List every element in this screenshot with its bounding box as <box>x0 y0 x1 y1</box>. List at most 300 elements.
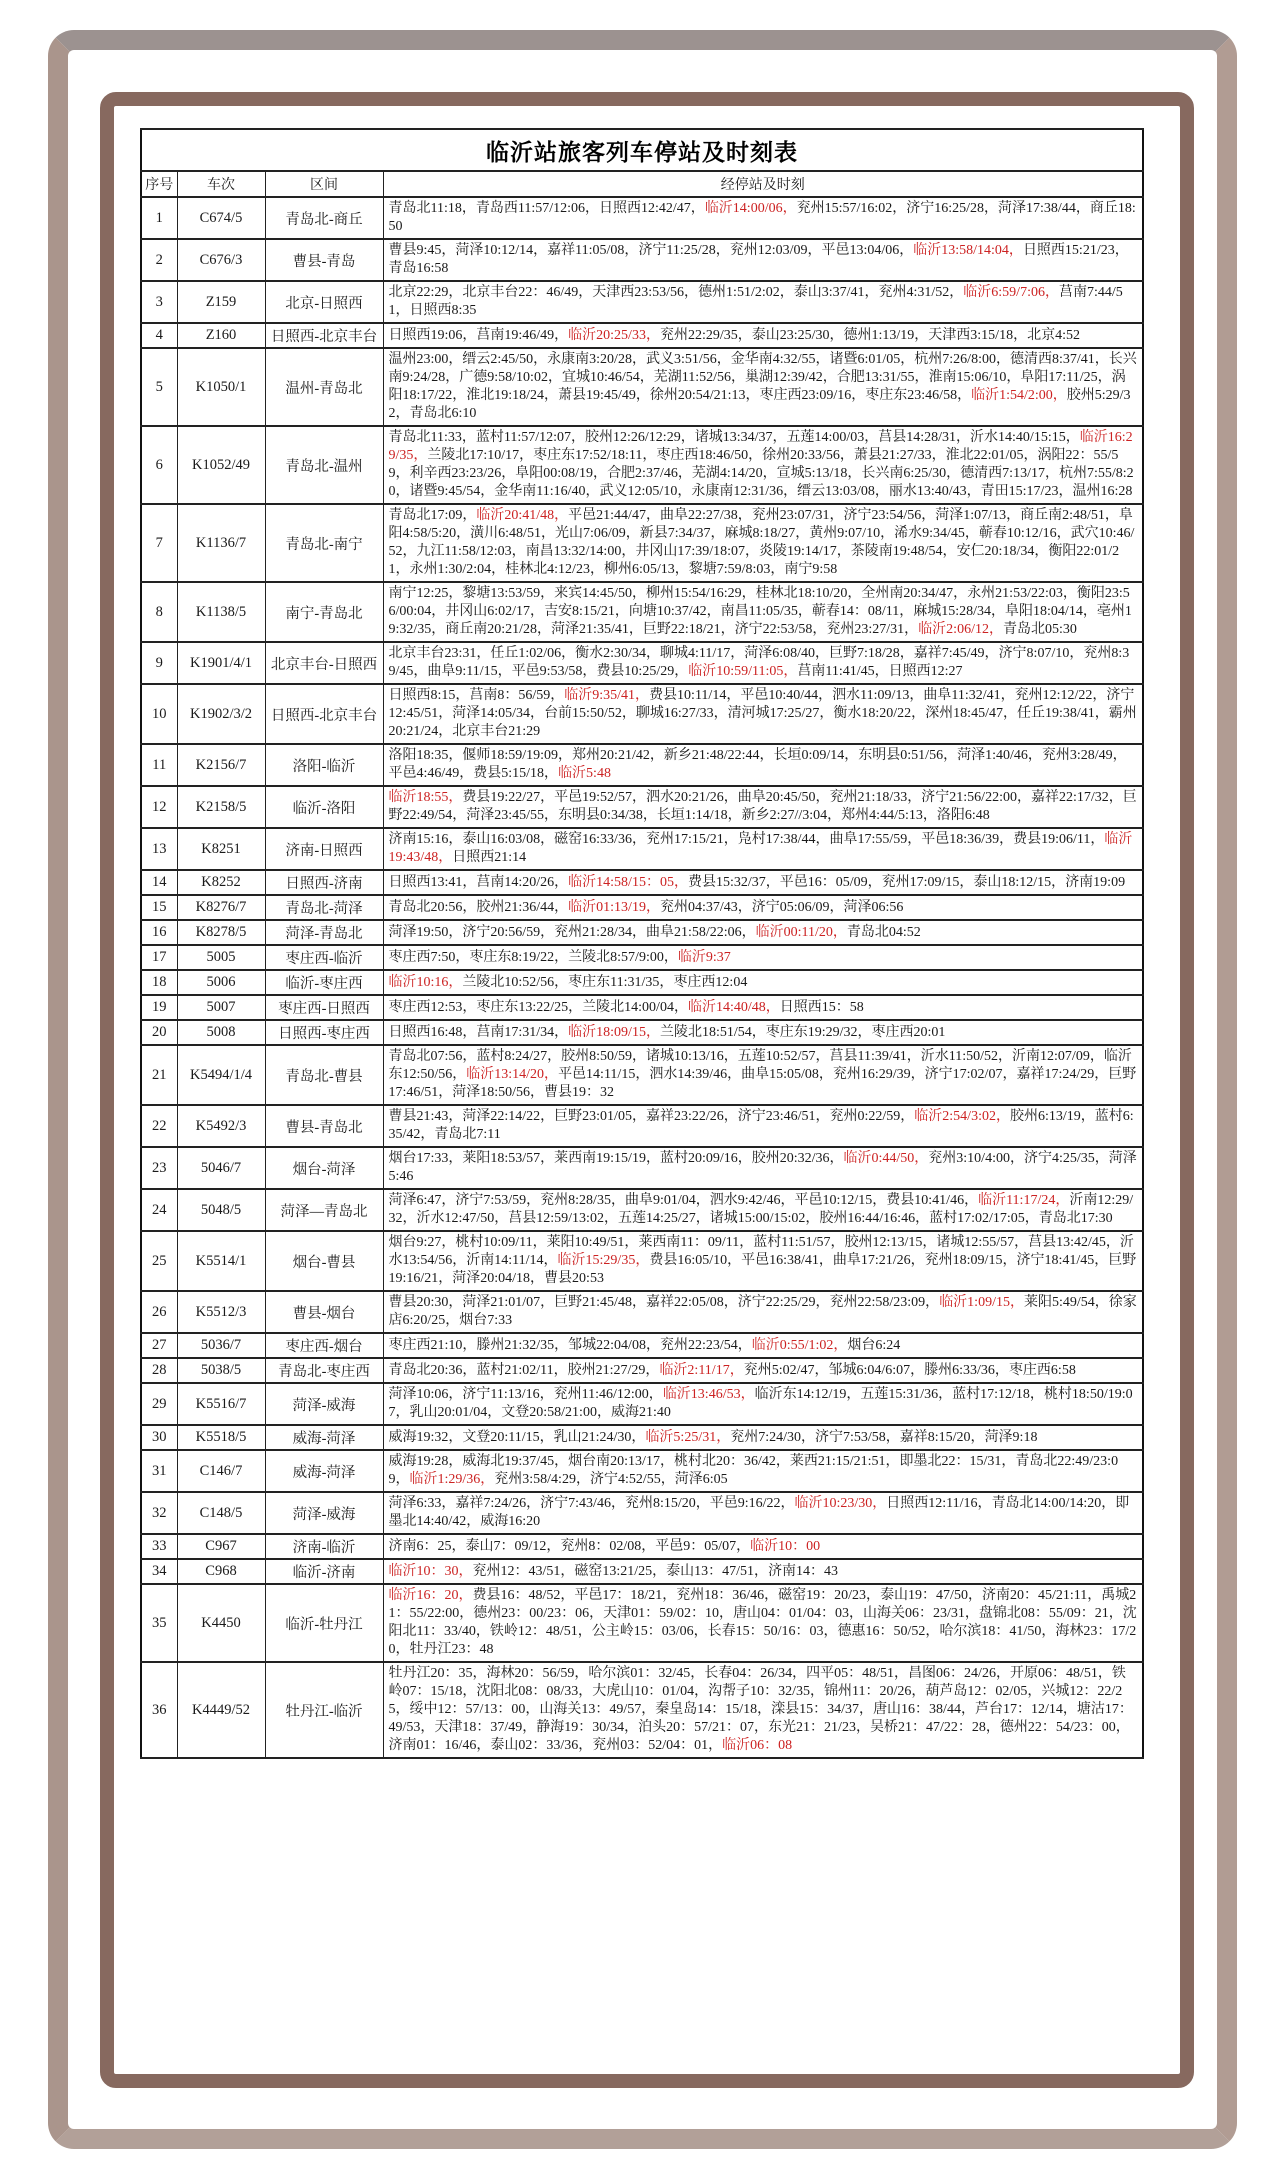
route-cell: 济南-日照西 <box>265 828 383 870</box>
route-cell: 青岛北-菏泽 <box>265 895 383 920</box>
stop: 东光21：21/23， <box>768 1720 870 1735</box>
row-number-cell: 20 <box>141 1020 177 1045</box>
row-number-cell: 10 <box>141 684 177 744</box>
route-cell: 青岛北-曹县 <box>265 1045 383 1105</box>
stop: 济宁22:25/29， <box>737 1295 830 1310</box>
linyi-stop: 临沂18:09/15， <box>568 1024 660 1040</box>
stop: 日照西15:21/23， <box>1022 243 1129 258</box>
stops-cell <box>383 1383 1143 1425</box>
route-cell: 曹县-青岛北 <box>265 1105 383 1147</box>
stop: 温州16:28 <box>1072 484 1133 499</box>
linyi-stop: 临沂0:55/1:02， <box>751 1337 848 1353</box>
stop: 菏泽23:45/55， <box>466 808 559 823</box>
stop: 济南6：25， <box>388 1538 466 1554</box>
stop: 大虎山10：01/04， <box>592 1684 709 1699</box>
stop: 秦皇岛14：15/18， <box>655 1702 772 1717</box>
stop: 菏泽1:07/13， <box>935 508 1021 523</box>
linyi-stop: 临沂5:25/31， <box>645 1429 731 1445</box>
stop: 菏泽21:01/07， <box>462 1295 555 1310</box>
stop: 兖州21:18/33， <box>829 790 922 805</box>
stop: 长垣1:14/18， <box>656 808 742 823</box>
stop: 东明县0:51/56， <box>858 748 958 763</box>
row-number-cell: 2 <box>141 239 177 281</box>
route-cell: 牡丹江-临沂 <box>265 1662 383 1758</box>
stop: 菏泽20:04/18， <box>452 1271 545 1286</box>
stop: 蓝村6:35/42， <box>388 1109 1134 1142</box>
stop: 德惠16：50/52， <box>837 1624 940 1639</box>
table-row <box>141 945 1143 970</box>
stop: 聊城16:27/33， <box>635 706 728 721</box>
stop: 枣庄西12:04 <box>673 974 748 990</box>
table-row <box>141 1147 1143 1189</box>
stop: 费县5:15/18， <box>473 766 559 781</box>
stop: 利辛西23:23/26， <box>409 466 516 481</box>
stop: 南昌13:32/14:00， <box>525 544 636 559</box>
table-row <box>141 1450 1143 1492</box>
linyi-stop: 临沂14:58/15：05， <box>568 874 688 890</box>
stop: 德清西8:37/41， <box>1009 352 1109 367</box>
stop: 桃村北20：36/42， <box>673 1454 790 1469</box>
stop: 菏泽6:33， <box>388 1496 456 1511</box>
stop: 衡水18:20/22， <box>833 706 926 721</box>
stop: 乳山20:01/04， <box>409 1405 502 1420</box>
row-number-cell: 22 <box>141 1105 177 1147</box>
route-cell: 青岛北-温州 <box>265 426 383 504</box>
stop: 青岛北6:10 <box>409 406 477 421</box>
stop: 烟台17:33， <box>388 1151 463 1166</box>
stop: 菏泽1:40/46， <box>957 748 1042 763</box>
stop: 磁窑16:33/36， <box>554 832 646 847</box>
stop: 芜湖4:14/20， <box>691 466 777 481</box>
stop: 济南15:16， <box>388 832 463 847</box>
stop: 济宁23:54/56， <box>843 508 936 523</box>
stop: 阜阳17:11/25， <box>1020 370 1112 385</box>
linyi-stop: 临沂1:29/36， <box>409 1472 495 1487</box>
stop: 平邑19:52/57， <box>554 790 646 805</box>
route-cell: 北京-日照西 <box>265 281 383 323</box>
stop: 沂水12:47/50， <box>416 1211 509 1226</box>
stop: 兖州22:23/54， <box>659 1337 752 1353</box>
stop: 茶陵南19:48/54， <box>850 544 957 559</box>
stop: 枣庄西23:09/16， <box>759 388 866 403</box>
stop: 永州21:53/22:03， <box>967 586 1077 601</box>
table-row <box>141 684 1143 744</box>
train-cell: K8251 <box>177 828 265 870</box>
route-cell: 北京丰台-日照西 <box>265 642 383 684</box>
stop: 诸城13:34/37， <box>694 430 787 445</box>
stop: 兖州23:27/31， <box>826 622 919 637</box>
stop: 兖州11:46/12:00， <box>553 1387 663 1402</box>
stop: 永康南3:20/28， <box>547 352 646 367</box>
row-number-cell: 11 <box>141 744 177 786</box>
train-cell: K1138/5 <box>177 582 265 642</box>
table-row <box>141 582 1143 642</box>
stop: 北京丰台22：46/49， <box>462 285 593 300</box>
table-row <box>141 504 1143 582</box>
stops-cell <box>383 970 1143 995</box>
stops-cell <box>383 1147 1143 1189</box>
stop: 光山7:06/09， <box>554 526 640 541</box>
stop: 德州1:51/2:02， <box>698 285 794 300</box>
train-cell: Z160 <box>177 323 265 348</box>
train-cell: 5038/5 <box>177 1358 265 1383</box>
stop: 泰山02：33/36， <box>490 1738 593 1753</box>
route-cell: 日照西-枣庄西 <box>265 1020 383 1045</box>
stop: 合肥13:31/55， <box>836 370 929 385</box>
stop: 菏泽9:18 <box>984 1429 1038 1445</box>
timetable-body <box>141 197 1143 1758</box>
stop: 枣庄东11:31/35， <box>568 974 674 990</box>
stops-cell <box>383 1105 1143 1147</box>
table-row <box>141 1425 1143 1450</box>
stop: 唐山04：01/04：03， <box>733 1606 863 1621</box>
stop: 沂南12:07/09， <box>1012 1049 1104 1064</box>
stop: 嘉祥17:24/29， <box>1016 1067 1109 1082</box>
stop: 长兴南6:25/30， <box>861 466 961 481</box>
stop: 蓝村8:24/27， <box>476 1049 562 1064</box>
stops-cell <box>383 1534 1143 1559</box>
stop: 莒县11:39/41， <box>829 1049 921 1064</box>
row-number-cell: 27 <box>141 1333 177 1358</box>
row-number-cell: 33 <box>141 1534 177 1559</box>
stop: 平邑13:04/06， <box>821 243 914 258</box>
stop: 广德9:58/10:02， <box>459 370 562 385</box>
stops-cell <box>383 1358 1143 1383</box>
stop: 兖州21:28/34， <box>554 924 646 940</box>
stop: 平邑21:44/47， <box>568 508 660 523</box>
stop: 济宁17:02/07， <box>924 1067 1017 1082</box>
stop: 沂水14:40/15:15， <box>970 430 1080 445</box>
stop: 莒南14:20/26， <box>476 874 569 890</box>
stop: 青岛西11:57/12:06， <box>475 201 600 216</box>
stop: 巨野17:46/51， <box>388 1067 1137 1100</box>
stop: 浠水9:34/45， <box>894 526 979 541</box>
train-cell: K1050/1 <box>177 348 265 426</box>
stop: 萧县19:45/49， <box>558 388 650 403</box>
route-cell: 临沂-枣庄西 <box>265 970 383 995</box>
stop: 枣庄西12:53， <box>388 999 477 1015</box>
stop: 盘锦北08：55/09：21， <box>978 1606 1123 1621</box>
stop: 烟台9:27， <box>388 1235 456 1250</box>
route-cell: 青岛北-南宁 <box>265 504 383 582</box>
linyi-stop: 临沂14:00/06， <box>704 201 797 216</box>
linyi-stop: 临沂10:16， <box>388 974 463 990</box>
stop: 济宁18:41/45， <box>1016 1253 1109 1268</box>
stop: 德州1:13/19， <box>843 327 929 343</box>
stop: 丽水13:40/43， <box>888 484 981 499</box>
stop: 曹县20:53 <box>544 1271 604 1286</box>
linyi-stop: 临沂15:29/35， <box>557 1253 650 1268</box>
row-number-cell: 17 <box>141 945 177 970</box>
stop: 牡丹江20：35， <box>388 1666 487 1681</box>
stop: 沂水13:54/56， <box>388 1235 1134 1268</box>
stop: 文登20:58/21:00， <box>501 1405 611 1420</box>
stops-cell <box>383 744 1143 786</box>
stop: 费县16:05/10， <box>649 1253 742 1268</box>
stop: 即墨北14:40/42， <box>388 1496 1130 1529</box>
stop: 平邑16：05/09， <box>779 874 882 890</box>
stop: 兖州22:29/35， <box>659 327 752 343</box>
stop: 曲阜21:58/22:06， <box>645 924 756 940</box>
stop: 聊城4:11/17， <box>659 646 745 661</box>
stop: 温州23:00， <box>388 352 463 367</box>
stop: 平邑9:53/58， <box>511 664 597 679</box>
stop: 莒县13:42/45， <box>1028 1235 1120 1250</box>
stop: 嘉祥11:05/08， <box>547 243 639 258</box>
stop: 威海19:32， <box>388 1429 463 1445</box>
stop: 桃村18:50/19:07， <box>388 1387 1133 1420</box>
stop: 徐州20:54/21:13， <box>649 388 760 403</box>
stop: 嘉祥23:22/26， <box>645 1109 738 1124</box>
train-cell: C676/3 <box>177 239 265 281</box>
linyi-stop: 临沂13:58/14:04， <box>913 243 1023 258</box>
stop: 菏泽6:05 <box>674 1472 728 1487</box>
row-number-cell: 15 <box>141 895 177 920</box>
stop: 泗水14:39/46， <box>649 1067 742 1082</box>
stop: 曲阜9:11/15， <box>427 664 512 679</box>
stop: 九江11:58/12:03， <box>416 544 526 559</box>
table-row <box>141 1045 1143 1105</box>
stop: 枣庄西21:10， <box>388 1337 477 1353</box>
stop: 滕州6:33/36， <box>924 1362 1009 1378</box>
table-row <box>141 786 1143 828</box>
stop: 费县19:06/11， <box>1013 832 1105 847</box>
row-number-cell: 4 <box>141 323 177 348</box>
stop: 济宁7:43/46， <box>540 1496 625 1511</box>
row-number-cell: 36 <box>141 1662 177 1758</box>
stop: 五莲15:31/36， <box>860 1387 953 1402</box>
table-row <box>141 995 1143 1020</box>
stop: 东明县0:34/38， <box>558 808 657 823</box>
route-cell: 温州-青岛北 <box>265 348 383 426</box>
stop: 济宁4:25/35， <box>1023 1151 1109 1166</box>
stop: 兖州3:58/4:29， <box>494 1472 590 1487</box>
stop: 平邑17：18/21， <box>574 1588 677 1603</box>
stop: 桂林北18:10/20， <box>755 586 862 601</box>
train-cell: K5494/1/4 <box>177 1045 265 1105</box>
row-number-cell: 19 <box>141 995 177 1020</box>
linyi-stop: 临沂14:40/48， <box>687 999 780 1015</box>
stop: 海林23：17/20， <box>388 1624 1137 1657</box>
stop: 莒南11:41/45， <box>797 664 889 679</box>
stop: 费县19:22/27， <box>462 790 555 805</box>
stop: 沂南12:29/32， <box>388 1193 1134 1226</box>
stop: 芜湖11:52/56， <box>653 370 745 385</box>
stop: 巢湖12:39/42， <box>745 370 837 385</box>
route-cell: 日照西-北京丰台 <box>265 684 383 744</box>
stop: 兖州03：52/04：01， <box>592 1738 723 1753</box>
title-row <box>141 129 1143 171</box>
stop: 兖州17:15/21， <box>645 832 738 847</box>
stop: 哈尔滨18：41/50， <box>939 1624 1056 1639</box>
stop: 黄州9:07/10， <box>809 526 895 541</box>
stop: 菏泽06:56 <box>843 899 904 915</box>
stop: 青岛北11:33， <box>388 430 476 445</box>
stop: 兰陵北14:00/04， <box>582 999 688 1015</box>
stop: 永康南12:31/36， <box>691 484 798 499</box>
stop: 武穴10:46/52， <box>388 526 1135 559</box>
stop: 牡丹江23：48 <box>409 1642 494 1657</box>
stop: 海林20：56/59， <box>486 1666 589 1681</box>
stop: 日照西16:48， <box>388 1024 477 1040</box>
route-cell: 烟台-菏泽 <box>265 1147 383 1189</box>
stops-cell <box>383 239 1143 281</box>
stop: 日照西12:11/16， <box>886 1496 992 1511</box>
stop: 枣庄西18:46/50， <box>656 448 763 463</box>
stop: 沈阳北08：08/33， <box>476 1684 593 1699</box>
stop: 平邑4:46/49， <box>388 766 474 781</box>
stops-cell <box>383 1291 1143 1333</box>
route-cell: 济南-临沂 <box>265 1534 383 1559</box>
stop: 菏泽21:35/41， <box>551 622 643 637</box>
stop: 兖州3:28/49， <box>1041 748 1127 763</box>
stop: 徐州20:33/56， <box>762 448 854 463</box>
stop: 清河城17:25/27， <box>727 706 834 721</box>
stop: 长春15：50/16：03， <box>707 1624 838 1639</box>
stop: 嘉祥22:17/32， <box>1030 790 1123 805</box>
stop: 来宾14:45/50， <box>554 586 646 601</box>
stop: 桂林北4:12/23， <box>505 562 604 577</box>
stop: 枣庄西6:58 <box>1008 1362 1076 1378</box>
timetable <box>140 128 1144 1759</box>
stop: 莒南8：56/59， <box>469 688 565 703</box>
stops-cell <box>383 1333 1143 1358</box>
stop: 临沂东14:12/19， <box>754 1387 861 1402</box>
stop: 衡水2:30/34， <box>575 646 660 661</box>
stop: 洛阳18:35， <box>388 748 463 763</box>
stop: 永州1:30/2:04， <box>409 562 506 577</box>
stop: 兰陵北8:57/9:00， <box>568 949 678 965</box>
table-row <box>141 970 1143 995</box>
stop: 禹城21：55/22:00， <box>388 1588 1137 1621</box>
stop: 平邑14:11/15， <box>558 1067 650 1082</box>
stops-cell <box>383 197 1143 239</box>
stops-cell <box>383 828 1143 870</box>
table-row <box>141 197 1143 239</box>
stop: 霸州20:21/24， <box>388 706 1137 739</box>
row-number-cell: 35 <box>141 1584 177 1662</box>
stop: 平邑10:40/44， <box>740 688 833 703</box>
stop: 阜阳00:08/19， <box>515 466 608 481</box>
stop: 长兴南9:24/28， <box>388 352 1137 385</box>
stop: 平邑9:16/22， <box>709 1496 795 1511</box>
train-cell: C148/5 <box>177 1492 265 1534</box>
stop: 枣庄东8:19/22， <box>469 949 569 965</box>
stop: 莱阳18:53/57， <box>462 1151 555 1166</box>
stop: 菏泽17:38/44， <box>998 201 1090 216</box>
route-cell: 临沂-洛阳 <box>265 786 383 828</box>
stops-cell <box>383 348 1143 426</box>
linyi-stop: 临沂06：08 <box>722 1738 793 1753</box>
train-cell: K2158/5 <box>177 786 265 828</box>
stop: 莒南17:31/34， <box>476 1024 569 1040</box>
stop: 青岛北7:11 <box>434 1127 501 1142</box>
stop: 青岛北22:49/23:09， <box>388 1454 1119 1487</box>
stop: 淮南15:06/10， <box>928 370 1021 385</box>
stop: 蓝村17:12/18， <box>952 1387 1044 1402</box>
stop: 蓝村11:57/12:07， <box>475 430 586 445</box>
row-number-cell: 18 <box>141 970 177 995</box>
stop: 兖州22:58/23:09， <box>829 1295 940 1310</box>
linyi-stop: 临沂00:11/20， <box>755 924 847 940</box>
row-number-cell: 21 <box>141 1045 177 1105</box>
stop: 烟台6:24 <box>847 1337 901 1353</box>
stop: 莒南7:44/51， <box>388 285 1123 318</box>
table-row <box>141 895 1143 920</box>
stop: 曲阜11:32/41， <box>923 688 1015 703</box>
stop: 巨野23:01/05， <box>554 1109 646 1124</box>
train-cell: 5036/7 <box>177 1333 265 1358</box>
stop: 枣庄东19:29/32， <box>765 1024 872 1040</box>
stop: 枣庄东17:52/18:11， <box>533 448 657 463</box>
stops-cell <box>383 945 1143 970</box>
stop: 嘉祥8:15/20， <box>899 1429 985 1445</box>
linyi-stop: 临沂10:23/30， <box>794 1496 887 1511</box>
stop: 巨野21:45/48， <box>554 1295 646 1310</box>
linyi-stop: 临沂9:37 <box>677 949 731 965</box>
stops-cell <box>383 1045 1143 1105</box>
stop: 济宁23:46/51， <box>737 1109 830 1124</box>
stop: 曹县9:45， <box>388 243 456 258</box>
stop: 莱西南11：09/11， <box>638 1235 754 1250</box>
train-cell: 5008 <box>177 1020 265 1045</box>
stop: 费县10:41/46， <box>886 1193 979 1208</box>
linyi-stop: 临沂16:29/35， <box>388 430 1133 463</box>
linyi-stop: 临沂9:35/41， <box>564 688 650 703</box>
linyi-stop: 临沂01:13/19， <box>568 899 660 915</box>
stop: 济宁20:56/59， <box>462 924 555 940</box>
stop: 青岛北07:56， <box>388 1049 477 1064</box>
stop: 曲阜22:27/38， <box>659 508 752 523</box>
stop: 威海北19:37/45， <box>462 1454 569 1469</box>
stop: 柳州15:54/16:29， <box>645 586 756 601</box>
stop: 平邑9：05/07， <box>655 1538 751 1554</box>
linyi-stop: 临沂0:44/50， <box>843 1151 929 1166</box>
linyi-stop: 临沂2:06/12， <box>918 622 1003 637</box>
route-cell: 临沂-济南 <box>265 1559 383 1584</box>
linyi-stop: 临沂2:54/3:02， <box>914 1109 1010 1124</box>
stop: 天津西3:15/18， <box>928 327 1028 343</box>
stops-cell <box>383 895 1143 920</box>
route-cell: 菏泽—青岛北 <box>265 1189 383 1231</box>
stop: 南宁12:25， <box>388 586 463 601</box>
train-cell: 5046/7 <box>177 1147 265 1189</box>
row-number-cell: 26 <box>141 1291 177 1333</box>
stop: 商丘南2:48/51， <box>1020 508 1119 523</box>
stops-cell <box>383 1425 1143 1450</box>
stop: 哈尔滨01：32/45， <box>588 1666 705 1681</box>
stop: 日照西12:42/47， <box>599 201 705 216</box>
stop: 兖州04:37/43， <box>659 899 752 915</box>
stop: 烟台南20:13/17， <box>568 1454 674 1469</box>
page-title: 临沂站旅客列车停站及时刻表 <box>141 129 1143 171</box>
stop: 邹城22:04/08， <box>568 1337 660 1353</box>
stops-cell <box>383 1662 1143 1758</box>
stop: 菏泽6:08/40， <box>744 646 829 661</box>
row-number-cell: 5 <box>141 348 177 426</box>
stop: 萧县21:27/33， <box>853 448 946 463</box>
stop: 兴城12：22/25， <box>388 1684 1123 1717</box>
stop: 磁窑19：20/23， <box>778 1588 881 1603</box>
route-cell: 曹县-烟台 <box>265 1291 383 1333</box>
stop: 淮北19:18/24， <box>466 388 559 403</box>
stop: 沈阳北11：33/40， <box>388 1606 1137 1639</box>
stops-cell <box>383 426 1143 504</box>
stop: 商丘18:50 <box>388 201 1136 234</box>
stop: 兖州12:03/09， <box>729 243 822 258</box>
stop: 葫芦岛12：02/05， <box>925 1684 1042 1699</box>
stop: 郑州20:21/42， <box>572 748 664 763</box>
